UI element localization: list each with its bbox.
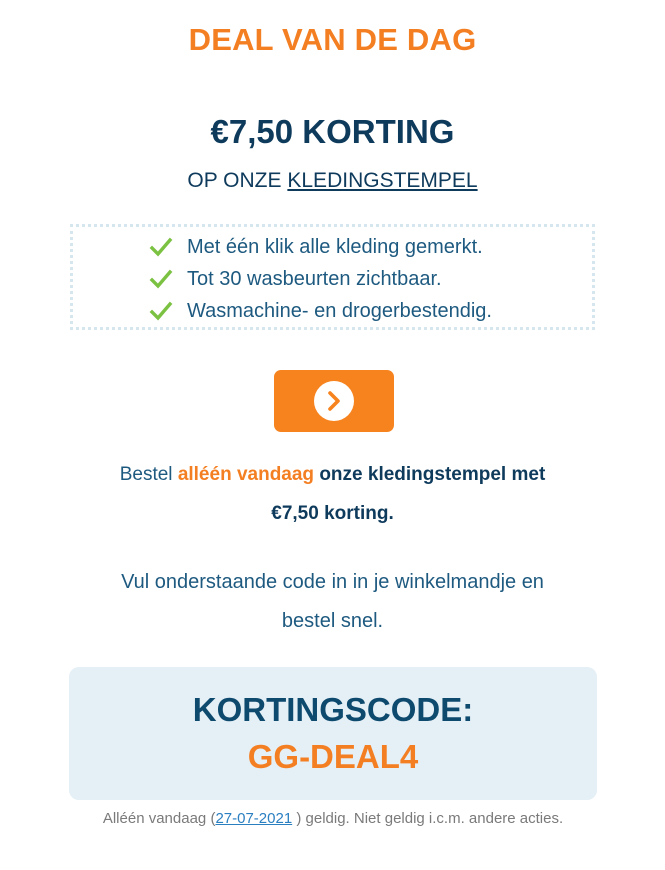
order-discount: €7,50 korting. [271,503,394,524]
discount-headline: €7,50 KORTING [210,113,455,150]
deal-title: DEAL VAN DE DAG [188,22,477,57]
code-value: GG-DEAL4 [247,738,419,775]
order-text [60,455,605,533]
feature-item [149,265,442,293]
feature-list [70,224,595,330]
kledingstempel-link[interactable]: KLEDINGSTEMPEL [287,169,478,192]
cta-circle [314,381,354,421]
feature-text: Tot 30 wasbeurten zichtbaar. [187,267,442,290]
feature-item [149,233,483,261]
order-button[interactable] [274,370,394,432]
instruction-line-2: bestel snel. [281,610,384,632]
footnote-date-open: ( [210,810,216,827]
feature-item [149,297,492,325]
discount-code-box [69,667,597,800]
date-link[interactable]: 27-07-2021 [215,810,293,827]
instruction-line-1: Vul onderstaande code in in je winkelmandje en [121,571,544,593]
order-highlight: alléén vandaag [177,464,315,485]
footnote-prefix: Alléén vandaag [102,810,207,827]
order-prefix: Bestel [119,464,173,485]
code-instruction [60,563,605,641]
discount-subline [0,169,665,193]
feature-text: Wasmachine- en drogerbestendig. [187,299,492,322]
check-icon [149,299,173,323]
discount-sub-prefix: OP ONZE [187,169,282,192]
footnote-date-close: ) [296,810,302,827]
chevron-right-icon [323,390,345,412]
feature-text: Met één klik alle kleding gemerkt. [187,235,483,258]
check-icon [149,235,173,259]
footnote [78,810,588,827]
check-icon [149,267,173,291]
code-label: KORTINGSCODE: [192,691,474,728]
order-bold: onze kledingstempel met [319,464,546,485]
footnote-suffix: geldig. Niet geldig i.c.m. andere acties. [305,810,564,827]
